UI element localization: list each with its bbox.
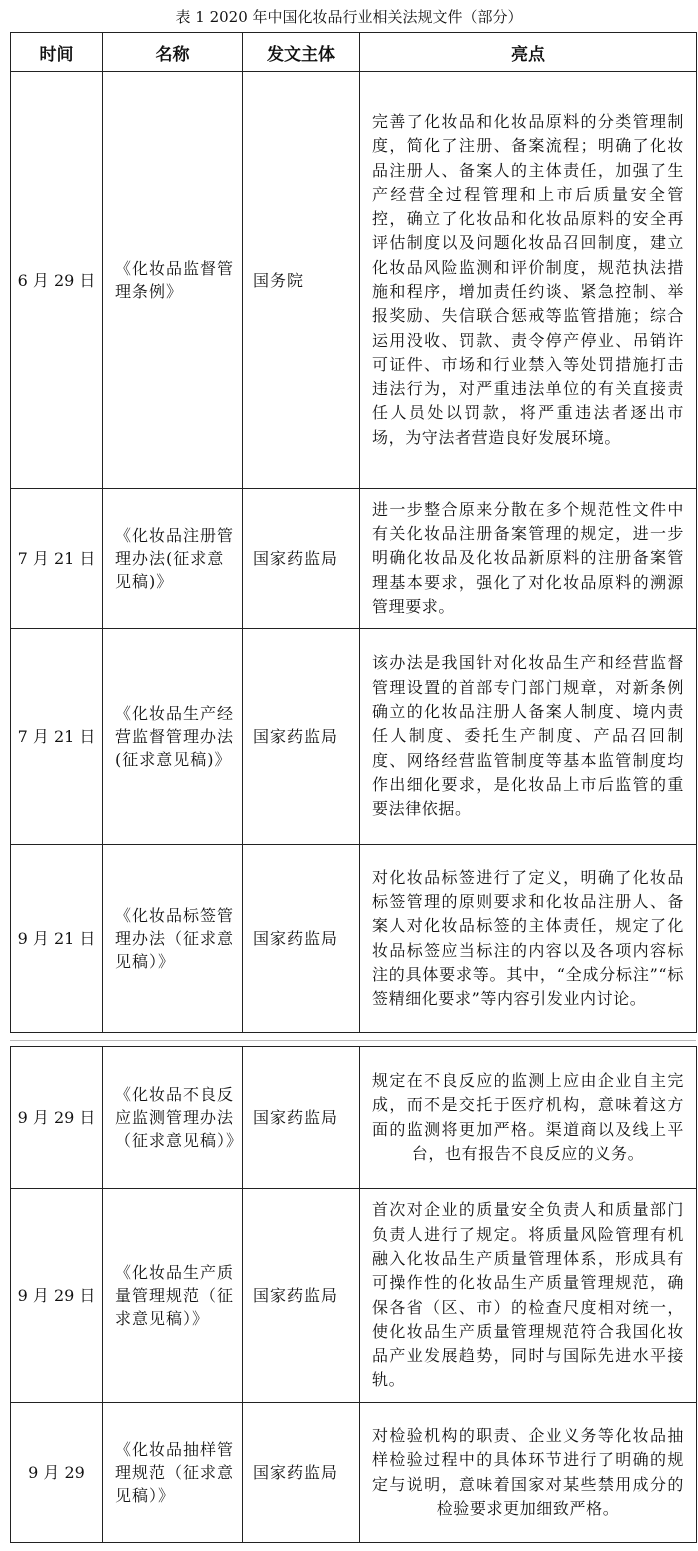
- table-row: [11, 845, 697, 1033]
- table-row: [11, 489, 697, 629]
- cell-highlights: 进一步整合原来分散在多个规范性文件中有关化妆品注册备案管理的规定，进一步明确化妆品及化妆品新原料的注册备案管理基本要求，强化了对化妆品原料的溯源管理要求。: [360, 489, 697, 629]
- cell-name: 《化妆品生产质量管理规范（征求意见稿）》: [103, 1189, 243, 1403]
- cell-name: 《化妆品注册管理办法(征求意见稿)》: [103, 489, 243, 629]
- header-highlights: 亮点: [360, 33, 697, 72]
- cell-time: 9 月 29: [11, 1403, 103, 1543]
- page-break-line: [10, 1040, 696, 1041]
- cell-highlights: 该办法是我国针对化妆品生产和经营监督管理设置的首部专门部门规章，对新条例确立的化妆品注册人备案人制度、境内责任人制度、委托生产制度、产品召回制度、网络经营监管制度等基本监管制度均作出细化要求，是化妆品上市后监管的重要法律依据。: [360, 629, 697, 845]
- header-time: 时间: [11, 33, 103, 72]
- regulations-table-part-2: [10, 1046, 697, 1543]
- cell-time: 9 月 29 日: [11, 1047, 103, 1189]
- cell-org: 国家药监局: [243, 489, 360, 629]
- cell-name: 《化妆品标签管理办法（征求意见稿）》: [103, 845, 243, 1033]
- header-name: 名称: [103, 33, 243, 72]
- table-caption: 表 1 2020 年中国化妆品行业相关法规文件（部分）: [175, 8, 523, 26]
- regulations-table-part-1: [10, 32, 697, 1033]
- cell-time: 7 月 21 日: [11, 489, 103, 629]
- cell-highlights: 对化妆品标签进行了定义，明确了化妆品标签管理的原则要求和化妆品注册人、备案人对化妆品标签的主体责任，规定了化妆品标签应当标注的内容以及各项内容标注的具体要求等。其中，“全成分标注”“标签精细化要求”等内容引发业内讨论。: [360, 845, 697, 1033]
- cell-org: 国家药监局: [243, 1403, 360, 1543]
- cell-time: 6 月 29 日: [11, 72, 103, 489]
- cell-name: 《化妆品不良反应监测管理办法（征求意见稿）》: [103, 1047, 243, 1189]
- cell-highlights: 首次对企业的质量安全负责人和质量部门负责人进行了规定。将质量风险管理有机融入化妆品生产质量管理体系，形成具有可操作性的化妆品生产质量管理规范，确保各省（区、市）的检查尺度相对统一，使化妆品生产质量管理规范符合我国化妆品产业发展趋势，同时与国际先进水平接轨。: [360, 1189, 697, 1403]
- cell-org: 国家药监局: [243, 629, 360, 845]
- header-org: 发文主体: [243, 33, 360, 72]
- cell-name: 《化妆品生产经营监督管理办法(征求意见稿)》: [103, 629, 243, 845]
- cell-time: 9 月 21 日: [11, 845, 103, 1033]
- table-row: [11, 1189, 697, 1403]
- cell-org: 国家药监局: [243, 1189, 360, 1403]
- table-row: [11, 1047, 697, 1189]
- cell-name: 《化妆品抽样管理规范（征求意见稿）》: [103, 1403, 243, 1543]
- cell-org: 国家药监局: [243, 845, 360, 1033]
- cell-highlights: 对检验机构的职责、企业义务等化妆品抽样检验过程中的具体环节进行了明确的规定与说明，意味着国家对某些禁用成分的检验要求更加细致严格。: [360, 1403, 697, 1543]
- cell-time: 9 月 29 日: [11, 1189, 103, 1403]
- cell-highlights: 完善了化妆品和化妆品原料的分类管理制度，简化了注册、备案流程；明确了化妆品注册人、备案人的主体责任，加强了生产经营全过程管理和上市后质量安全管控，确立了化妆品和化妆品原料的安全再评估制度以及问题化妆品召回制度，建立化妆品风险监测和评价制度，规范执法措施和程序，增加责任约谈、紧急控制、举报奖励、失信联合惩戒等监管措施；综合运用没收、罚款、责令停产停业、吊销许可证件、市场和行业禁入等处罚措施打击违法行为，对严重违法单位的有关直接责任人员处以罚款，将严重违法者逐出市场，为守法者营造良好发展环境。: [360, 72, 697, 489]
- table-row: [11, 629, 697, 845]
- cell-org: 国家药监局: [243, 1047, 360, 1189]
- table-row: [11, 1403, 697, 1543]
- cell-time: 7 月 21 日: [11, 629, 103, 845]
- table-header-row: [11, 33, 697, 72]
- cell-highlights: 规定在不良反应的监测上应由企业自主完成，而不是交托于医疗机构，意味着这方面的监测将更加严格。渠道商以及线上平台，也有报告不良反应的义务。: [360, 1047, 697, 1189]
- table-row: [11, 72, 697, 489]
- cell-name: 《化妆品监督管理条例》: [103, 72, 243, 489]
- cell-org: 国务院: [243, 72, 360, 489]
